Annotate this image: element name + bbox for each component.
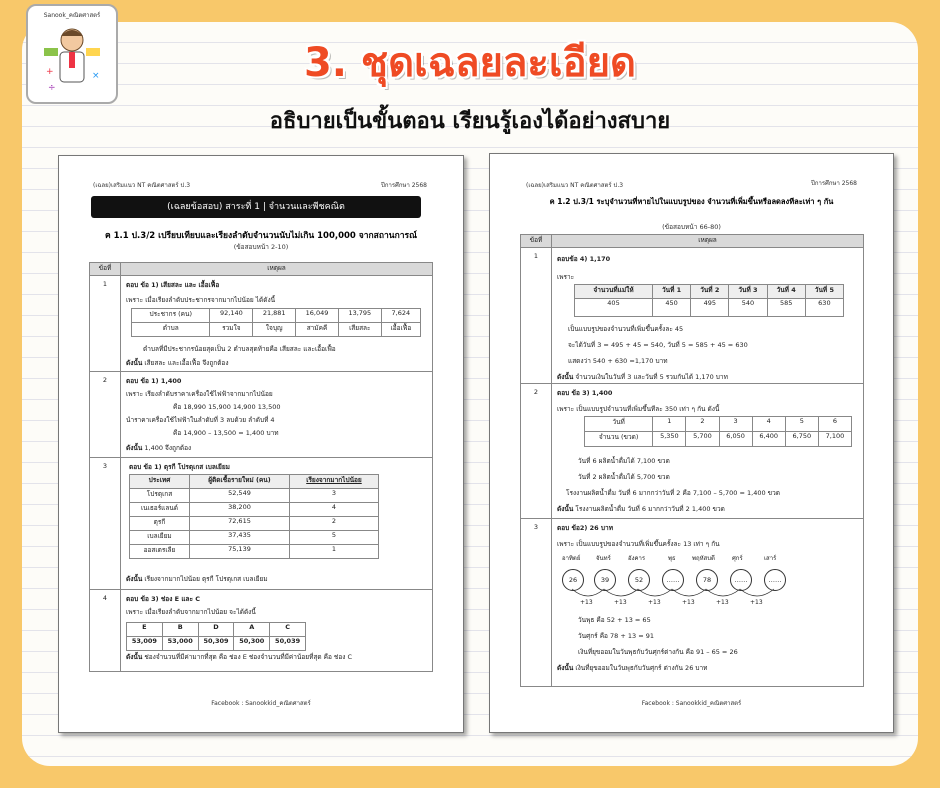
answer-sheet-page-2 [489,153,894,733]
bottle-count: 6,400 [752,432,785,447]
conclusion-line [126,443,191,453]
answer-cell-2 [121,372,433,458]
col-header: วันที่ 2 [691,285,729,299]
box-letter: D [198,623,234,637]
reason-line: แสดงว่า 540 + 630 =1,170 บาท [568,357,668,365]
money-value: 630 [805,299,843,317]
conclusion-text: จำนวนเงินในวันที่ 3 และวันที่ 5 รวมกันได้ 1,170 บาท [573,373,728,381]
question-number: 4 [90,590,121,672]
country: ตุรกี [130,517,190,531]
country: ออสเตรเลีย [130,545,190,559]
country: เบลเยียม [130,531,190,545]
day-number: 3 [719,417,752,432]
reason-line: วันพุธ คือ 52 + 13 = 65 [578,616,651,624]
answer-line: ตอบ ข้อ 1) 1,400 [126,377,182,385]
col-header: วันที่ 3 [729,285,767,299]
rank: 2 [289,517,378,531]
banner-title: 3. ชุดเฉลยละเอียด [303,40,637,86]
col-reason-header: เหตุผล [121,263,433,276]
because-line: เพราะ เมื่อเรียงลำดับจากมากไปน้อย จะได้ดังนี้ [126,608,256,616]
bottle-count: 6,050 [719,432,752,447]
box-value: 50,039 [270,637,306,651]
logo-text: Sanook_คณิตศาสตร์ [43,12,101,19]
col-no-header: ข้อที่ [90,263,121,276]
box-letter: C [270,623,306,637]
conclusion-label: ดังนั้น [126,359,143,367]
day-label: อาทิตย์ [562,555,581,562]
area-name: สามัคคี [296,323,339,337]
area-label: ตำบล [132,323,210,337]
rank: 4 [289,503,378,517]
bottle-count: 5,350 [653,432,686,447]
answer-line: ตอบ ข้อ 3) 1,400 [557,389,613,397]
area-name: เสียสละ [338,323,381,337]
reason-line: เงินที่ยุขออมในวันพุธกับวันศุกร์ต่างกัน คือ 91 – 65 = 26 [578,648,738,656]
answer-line: ตอบ ข้อ 1) ตุรกี โปรตุเกส เบลเยียม [129,463,230,471]
conclusion-line [557,372,728,382]
question-number: 2 [521,384,552,519]
reason-line: คือ 14,900 – 13,500 = 1,400 บาท [173,429,279,437]
row-label: จำนวน (ขวด) [585,432,653,447]
reason-line: เพราะ เรียงลำดับราคาเครื่องใช้ไฟฟ้าจากมากไปน้อย [126,390,273,398]
day-number: 2 [686,417,719,432]
money-value: 450 [653,299,691,317]
page-header-right: ปีการศึกษา 2568 [381,182,427,189]
col-header: วันที่ 1 [653,285,691,299]
cases: 38,200 [189,503,289,517]
question-number: 1 [90,276,121,372]
pattern-circle: 26 [562,569,584,591]
col-header: จำนวนที่แม่ให้ [575,285,653,299]
area-name: ใจบุญ [253,323,296,337]
country: เนเธอร์แลนด์ [130,503,190,517]
answer-cell-4 [121,590,433,672]
day-number: 4 [752,417,785,432]
answer-cell-3 [121,458,433,590]
box-value: 50,300 [234,637,270,651]
step-label: +13 [716,599,729,606]
day-label: พุธ [668,555,676,562]
conclusion-line [557,663,707,673]
cases: 72,615 [189,517,289,531]
standard-title: ค 1.2 ป.3/1 ระบุจำนวนที่หายไปในแบบรูปของ จำนวนที่เพิ่มขึ้นหรือลดลงทีละเท่า ๆ กัน [549,197,834,206]
day-number: 5 [785,417,818,432]
because-line: เพราะ เมื่อเรียงลำดับประชากรจากมากไปน้อย ได้ดังนี้ [126,296,276,304]
conclusion-text: เงินที่ยุขออมในวันพุธกับวันศุกร์ ต่างกัน 26 บาท [573,664,708,672]
conclusion-label: ดังนั้น [126,444,143,452]
conclusion-label: ดังนั้น [557,664,574,672]
exam-page-ref: (ข้อสอบหน้า 66-80) [662,223,721,231]
day-label: อังคาร [628,555,646,562]
conclusion-label: ดังนั้น [126,653,143,661]
answer-cell-1 [121,276,433,372]
bottle-count: 7,100 [818,432,851,447]
col-header: ผู้ติดเชื้อรายใหม่ (คน) [189,475,289,489]
conclusion-text: 1,400 จึงถูกต้อง [142,444,192,452]
bottle-table [584,416,852,447]
conclusion-label: ดังนั้น [557,373,574,381]
col-header: วันที่ 5 [805,285,843,299]
money-value: 405 [575,299,653,317]
conclusion-label: ดังนั้น [126,575,143,583]
answer-sheet-page-1 [58,155,464,733]
box-value: 53,000 [162,637,198,651]
money-value: 585 [767,299,805,317]
conclusion-label: ดังนั้น [557,505,574,513]
money-value: 540 [729,299,767,317]
box-letter: A [234,623,270,637]
pattern-circle: 78 [696,569,718,591]
page-header-right: ปีการศึกษา 2568 [811,180,857,187]
pop-value: 92,140 [210,309,253,323]
day-number: 1 [653,417,686,432]
reason-line: เป็นแบบรูปของจำนวนที่เพิ่มขึ้นครั้งละ 45 [568,325,684,333]
day-number: 6 [818,417,851,432]
box-letter: E [127,623,163,637]
pop-value: 13,795 [338,309,381,323]
page-footer: Facebook : Sanookkid_คณิตศาสตร์ [211,700,311,707]
page-header-left: (เฉลย)เสริมแนว NT คณิตศาสตร์ ป.3 [526,182,624,189]
page-footer: Facebook : Sanookkid_คณิตศาสตร์ [641,700,742,707]
step-label: +13 [614,599,627,606]
conclusion-line [126,574,268,584]
note-line: ตำบลที่มีประชากรน้อยสุดเป็น 2 ตำบลสุดท้ายคือ เสียสละ และเอื้อเฟื้อ [143,345,336,353]
col-header: ประเทศ [130,475,190,489]
pop-value: 7,624 [381,309,420,323]
infection-table [129,474,379,559]
population-table [131,308,421,337]
col-reason-header: เหตุผล [552,235,864,248]
area-name: เอื้อเฟื้อ [381,323,420,337]
col-header: เรียงจากมากไปน้อย [289,475,378,489]
rank: 5 [289,531,378,545]
rank: 1 [289,545,378,559]
box-value: 50,309 [198,637,234,651]
day-label: จันทร์ [596,555,611,562]
question-number: 2 [90,372,121,458]
exam-page-ref: (ข้อสอบหน้า 2-10) [233,243,289,251]
cases: 75,139 [189,545,289,559]
reason-line: นำราคาเครื่องใช้ไฟฟ้าในลำดับที่ 3 ลบด้วย ลำดับที่ 4 [126,416,275,424]
bottle-count: 5,700 [686,432,719,447]
day-label: เสาร์ [764,555,777,562]
because-line: เพราะ เป็นแบบรูปจำนวนที่เพิ่มขึ้นทีละ 350 เท่า ๆ กัน ดังนี้ [557,405,720,413]
reason-line: วันศุกร์ คือ 78 + 13 = 91 [578,632,655,640]
box-table [126,622,306,651]
because-line: เพราะ [557,273,575,281]
pattern-circle: 52 [628,569,650,591]
row-label: วันที่ [585,417,653,432]
pattern-circle: …… [730,569,752,591]
standard-title: ค 1.1 ป.3/2 เปรียบเทียบและเรียงลำดับจำนวนนับไม่เกิน 100,000 จากสถานการณ์ [105,231,417,241]
reason-line: วันที่ 2 ผลิตน้ำดื่มได้ 5,700 ขวด [578,473,670,481]
question-number: 3 [521,519,552,687]
pattern-circle: …… [764,569,786,591]
reason-line: โรงงานผลิตน้ำดื่ม วันที่ 6 มากกว่าวันที่ 2 คือ 7,100 – 5,700 = 1,400 ขวด [566,489,780,497]
pop-value: 21,881 [253,309,296,323]
svg-text:+: + [46,67,54,77]
answer-table [89,262,433,672]
cases: 37,435 [189,531,289,545]
question-number: 3 [90,458,121,590]
answer-line: ตอบ ข้อ2) 26 บาท [557,524,613,532]
money-table [574,284,844,317]
reason-line: วันที่ 6 ผลิตน้ำดื่มได้ 7,100 ขวด [578,457,670,465]
step-label: +13 [682,599,695,606]
bottle-count: 6,750 [785,432,818,447]
conclusion-line [126,358,229,368]
step-label: +13 [580,599,593,606]
answer-table [520,234,864,687]
answer-cell-3 [552,519,864,687]
cases: 52,549 [189,489,289,503]
section-bar: (เฉลยข้อสอบ) สาระที่ 1 | จำนวนและพีชคณิต [91,196,421,218]
col-header: วันที่ 4 [767,285,805,299]
step-label: +13 [648,599,661,606]
country: โปรตุเกส [130,489,190,503]
day-label: ศุกร์ [732,555,743,562]
box-letter: B [162,623,198,637]
answer-cell-1 [552,248,864,384]
conclusion-text: เสียสละ และเอื้อเฟื้อ จึงถูกต้อง [142,359,229,367]
money-value: 495 [691,299,729,317]
area-name: รวมใจ [210,323,253,337]
step-label: +13 [750,599,763,606]
answer-line: ตอบข้อ 4) 1,170 [557,255,611,263]
because-line: เพราะ เป็นแบบรูปของจำนวนที่เพิ่มขึ้นครั้งละ 13 เท่า ๆ กัน [557,540,720,548]
box-value: 53,009 [127,637,163,651]
conclusion-line [557,504,725,514]
pop-label: ประชากร (คน) [132,309,210,323]
conclusion-text: โรงงานผลิตน้ำดื่ม วันที่ 6 มากกว่าวันที่ 2 1,400 ขวด [573,505,725,513]
question-number: 1 [521,248,552,384]
svg-text:÷: ÷ [48,83,56,93]
rank: 3 [289,489,378,503]
reason-line: จะได้วันที่ 3 = 495 + 45 = 540, วันที่ 5 = 585 + 45 = 630 [568,341,748,349]
pop-value: 16,049 [296,309,339,323]
conclusion-line [126,652,352,662]
reason-line: คือ 18,990 15,900 14,900 13,500 [173,403,281,411]
day-label: พฤหัสบดี [692,555,715,562]
svg-text:×: × [92,71,100,81]
answer-line: ตอบ ข้อ 1) เสียสละ และ เอื้อเฟื้อ [126,281,220,289]
banner-subtitle: อธิบายเป็นขั้นตอน เรียนรู้เองได้อย่างสบาย [269,109,671,134]
pattern-circle: 39 [594,569,616,591]
page-header-left: (เฉลย)เสริมแนว NT คณิตศาสตร์ ป.3 [93,182,191,189]
pattern-circle: …… [662,569,684,591]
answer-cell-2 [552,384,864,519]
col-no-header: ข้อที่ [521,235,552,248]
conclusion-text: ช่องจำนวนที่มีค่ามากที่สุด คือ ช่อง E ช่องจำนวนที่มีค่าน้อยที่สุด คือ ช่อง C [142,653,353,661]
conclusion-text: เรียงจากมากไปน้อย ตุรกี โปรตุเกส เบลเยียม [142,575,268,583]
answer-line: ตอบ ข้อ 3) ช่อง E และ C [126,595,201,603]
